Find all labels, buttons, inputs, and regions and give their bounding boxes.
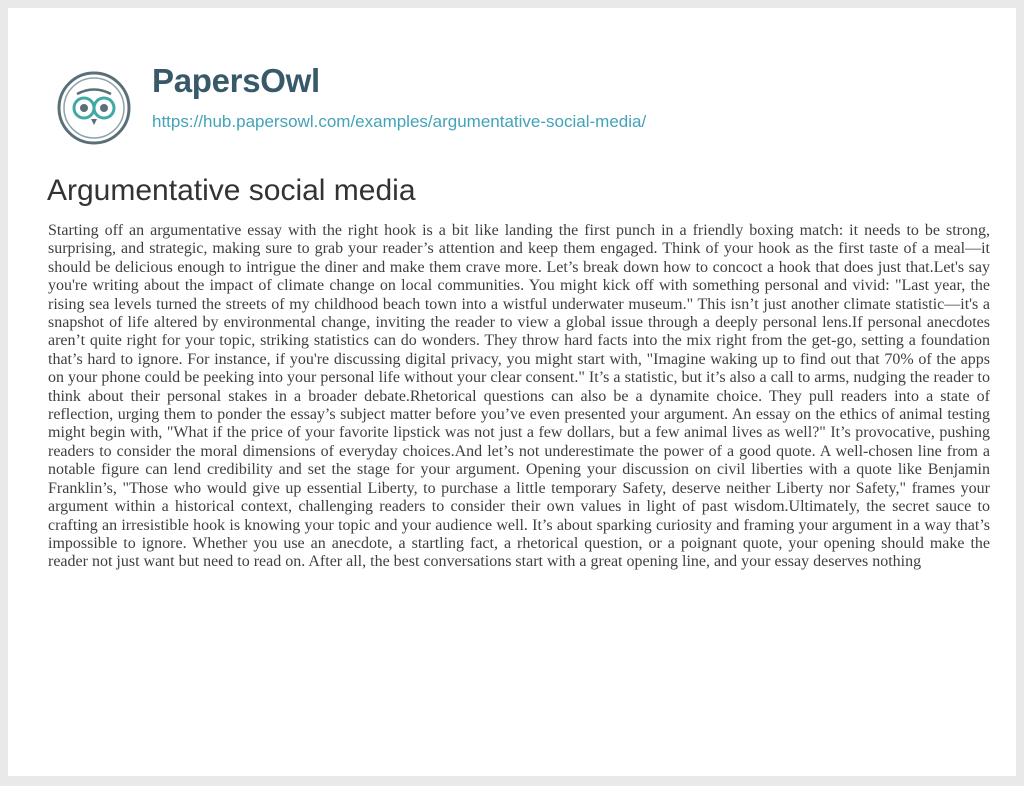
essay-page	[8, 8, 1016, 776]
owl-logo-icon	[56, 70, 132, 146]
page-title: Argumentative social media	[47, 174, 416, 207]
brand-name: PapersOwl	[152, 62, 320, 99]
source-url-link[interactable]: https://hub.papersowl.com/examples/argumentative-social-media/	[152, 112, 647, 131]
essay-body: Starting off an argumentative essay with the right hook is a bit like landing the first punch in a friendly boxing match: it needs to be strong, surprising, and strategic, making sure to grab your reader’s attention and keep them engaged. Think of your hook as the first taste of a meal—it should be delicious enough to intrigue the diner and make them crave more. Let’s break down how to concoct a hook that does just that.Let's say you're writing about the impact of climate change on local communities. You might kick off with something personal and vivid: "Last year, the rising sea levels turned the streets of my childhood beach town into a wistful underwater museum." This isn’t just another climate statistic—it's a snapshot of life altered by environmental change, inviting the reader to view a global issue through a deeply personal lens.If personal anecdotes aren’t quite right for your topic, striking statistics can do wonders. They throw hard facts into the mix right from the get-go, setting a foundation that’s hard to ignore. For instance, if you're discussing digital privacy, you might start with, "Imagine waking up to find out that 70% of the apps on your phone could be peeking into your personal life without your clear consent." It’s a statistic, but it’s also a call to arms, nudging the reader to think about their personal stakes in a broader debate.Rhetorical questions can also be a dynamite choice. They pull readers into a state of reflection, urging them to ponder the essay’s subject matter before you’ve even presented your argument. An essay on the ethics of animal testing might begin with, "What if the price of your favorite lipstick was not just a few dollars, but a few animal lives as well?" It’s provocative, pushing readers to consider the moral dimensions of everyday choices.And let’s not underestimate the power of a good quote. A well-chosen line from a notable figure can lend credibility and set the stage for your argument. Opening your discussion on civil liberties with a quote like Benjamin Franklin’s, "Those who would give up essential Liberty, to purchase a little temporary Safety, deserve neither Liberty nor Safety," frames your argument within a historical context, challenging readers to consider their own values in light of past wisdom.Ultimately, the secret sauce to crafting an irresistible hook is knowing your topic and your audience well. It’s about sparking curiosity and framing your argument in a way that’s impossible to ignore. Whether you use an anecdote, a startling fact, a rhetorical question, or a poignant quote, your opening should make the reader not just want but need to read on. After all, the best conversations start with a great opening line, and your essay deserves nothing	[48, 222, 990, 571]
